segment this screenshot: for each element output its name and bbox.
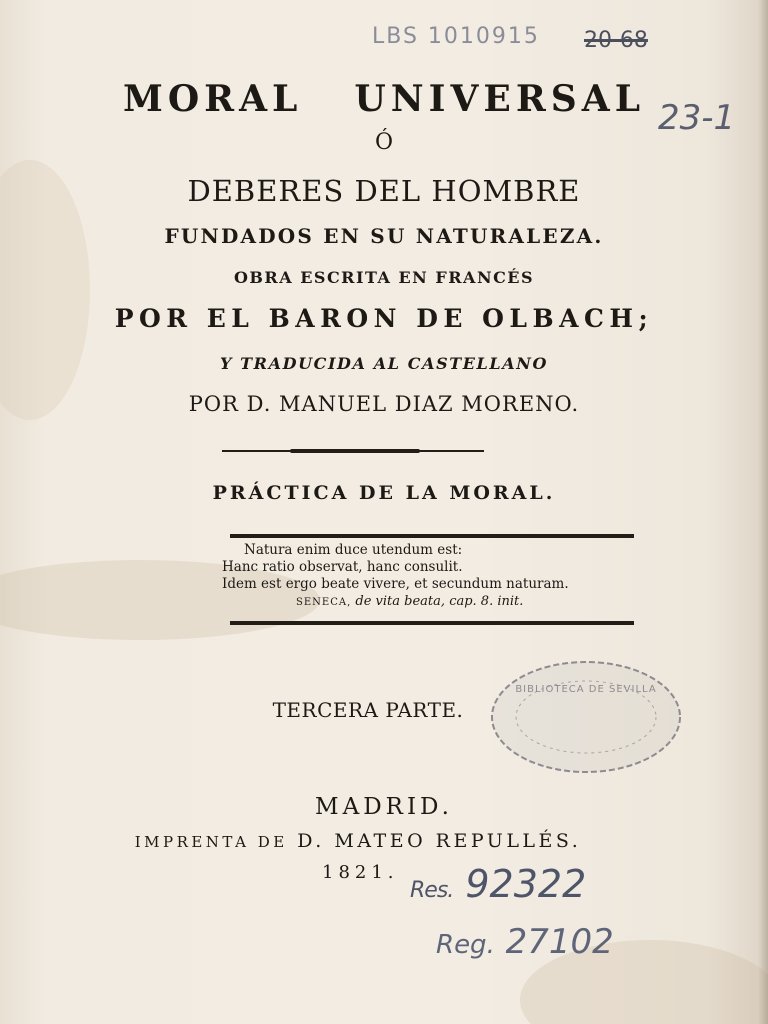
imprint-printer [0,830,742,852]
subtitle: DEBERES DEL HOMBRE [187,174,581,208]
res-number-handwritten [410,862,586,906]
translator-line: POR D. MANUEL DIAZ MORENO. [188,392,580,416]
title-word-universal: UNIVERSAL [354,78,646,120]
subtitle-line-2: FUNDADOS EN SU NATURALEZA. [164,224,604,248]
work-description: OBRA ESCRITA EN FRANCÉS [233,268,535,287]
struck-shelfmark-handwritten: 20-68 [584,28,648,53]
volume-part: TERCERA PARTE. [272,698,464,722]
res-number: 92322 [465,862,587,906]
library-stamp [488,658,684,776]
epigraph-line-1: Natura enim duce utendum est: [244,542,463,558]
book-title [0,78,768,120]
section-heading: PRÁCTICA DE LA MORAL. [212,482,556,504]
ornamental-rule-thick [290,449,420,453]
epigraph-source-author: SENECA, [296,597,352,608]
reg-number: 27102 [505,922,614,962]
imprint-year: 1821. [322,862,399,883]
reg-prefix: Reg. [436,930,495,960]
epigraph [222,542,642,611]
printer-name: D. MATEO REPULLÉS. [297,830,582,852]
reg-number-handwritten [436,922,614,962]
title-word-moral: MORAL [122,78,303,120]
stamp-text: BIBLIOTECA DE SEVILLA [515,684,657,695]
epigraph-source-chapter: cap. 8. init. [449,594,524,609]
epigraph-rule-top [230,534,634,538]
translation-note: Y TRADUCIDA AL CASTELLANO [219,354,549,373]
epigraph-rule-bottom [230,621,634,625]
catalog-number-handwritten: LBS 1010915 [372,24,540,49]
epigraph-source-work: de vita beata, [355,594,446,609]
printer-prefix: IMPRENTA DE [134,833,288,851]
title-conjunction: Ó [374,130,394,155]
epigraph-source [222,593,642,611]
epigraph-line-3: Idem est ergo beate vivere, et secundum naturam. [222,576,569,592]
imprint-city: MADRID. [315,794,453,820]
author-line: POR EL BARON DE OLBACH; [114,304,654,333]
shelf-number-handwritten: 23-1 [658,98,736,138]
epigraph-line-2: Hanc ratio observat, hanc consulit. [222,559,463,575]
res-prefix: Res. [410,878,454,903]
